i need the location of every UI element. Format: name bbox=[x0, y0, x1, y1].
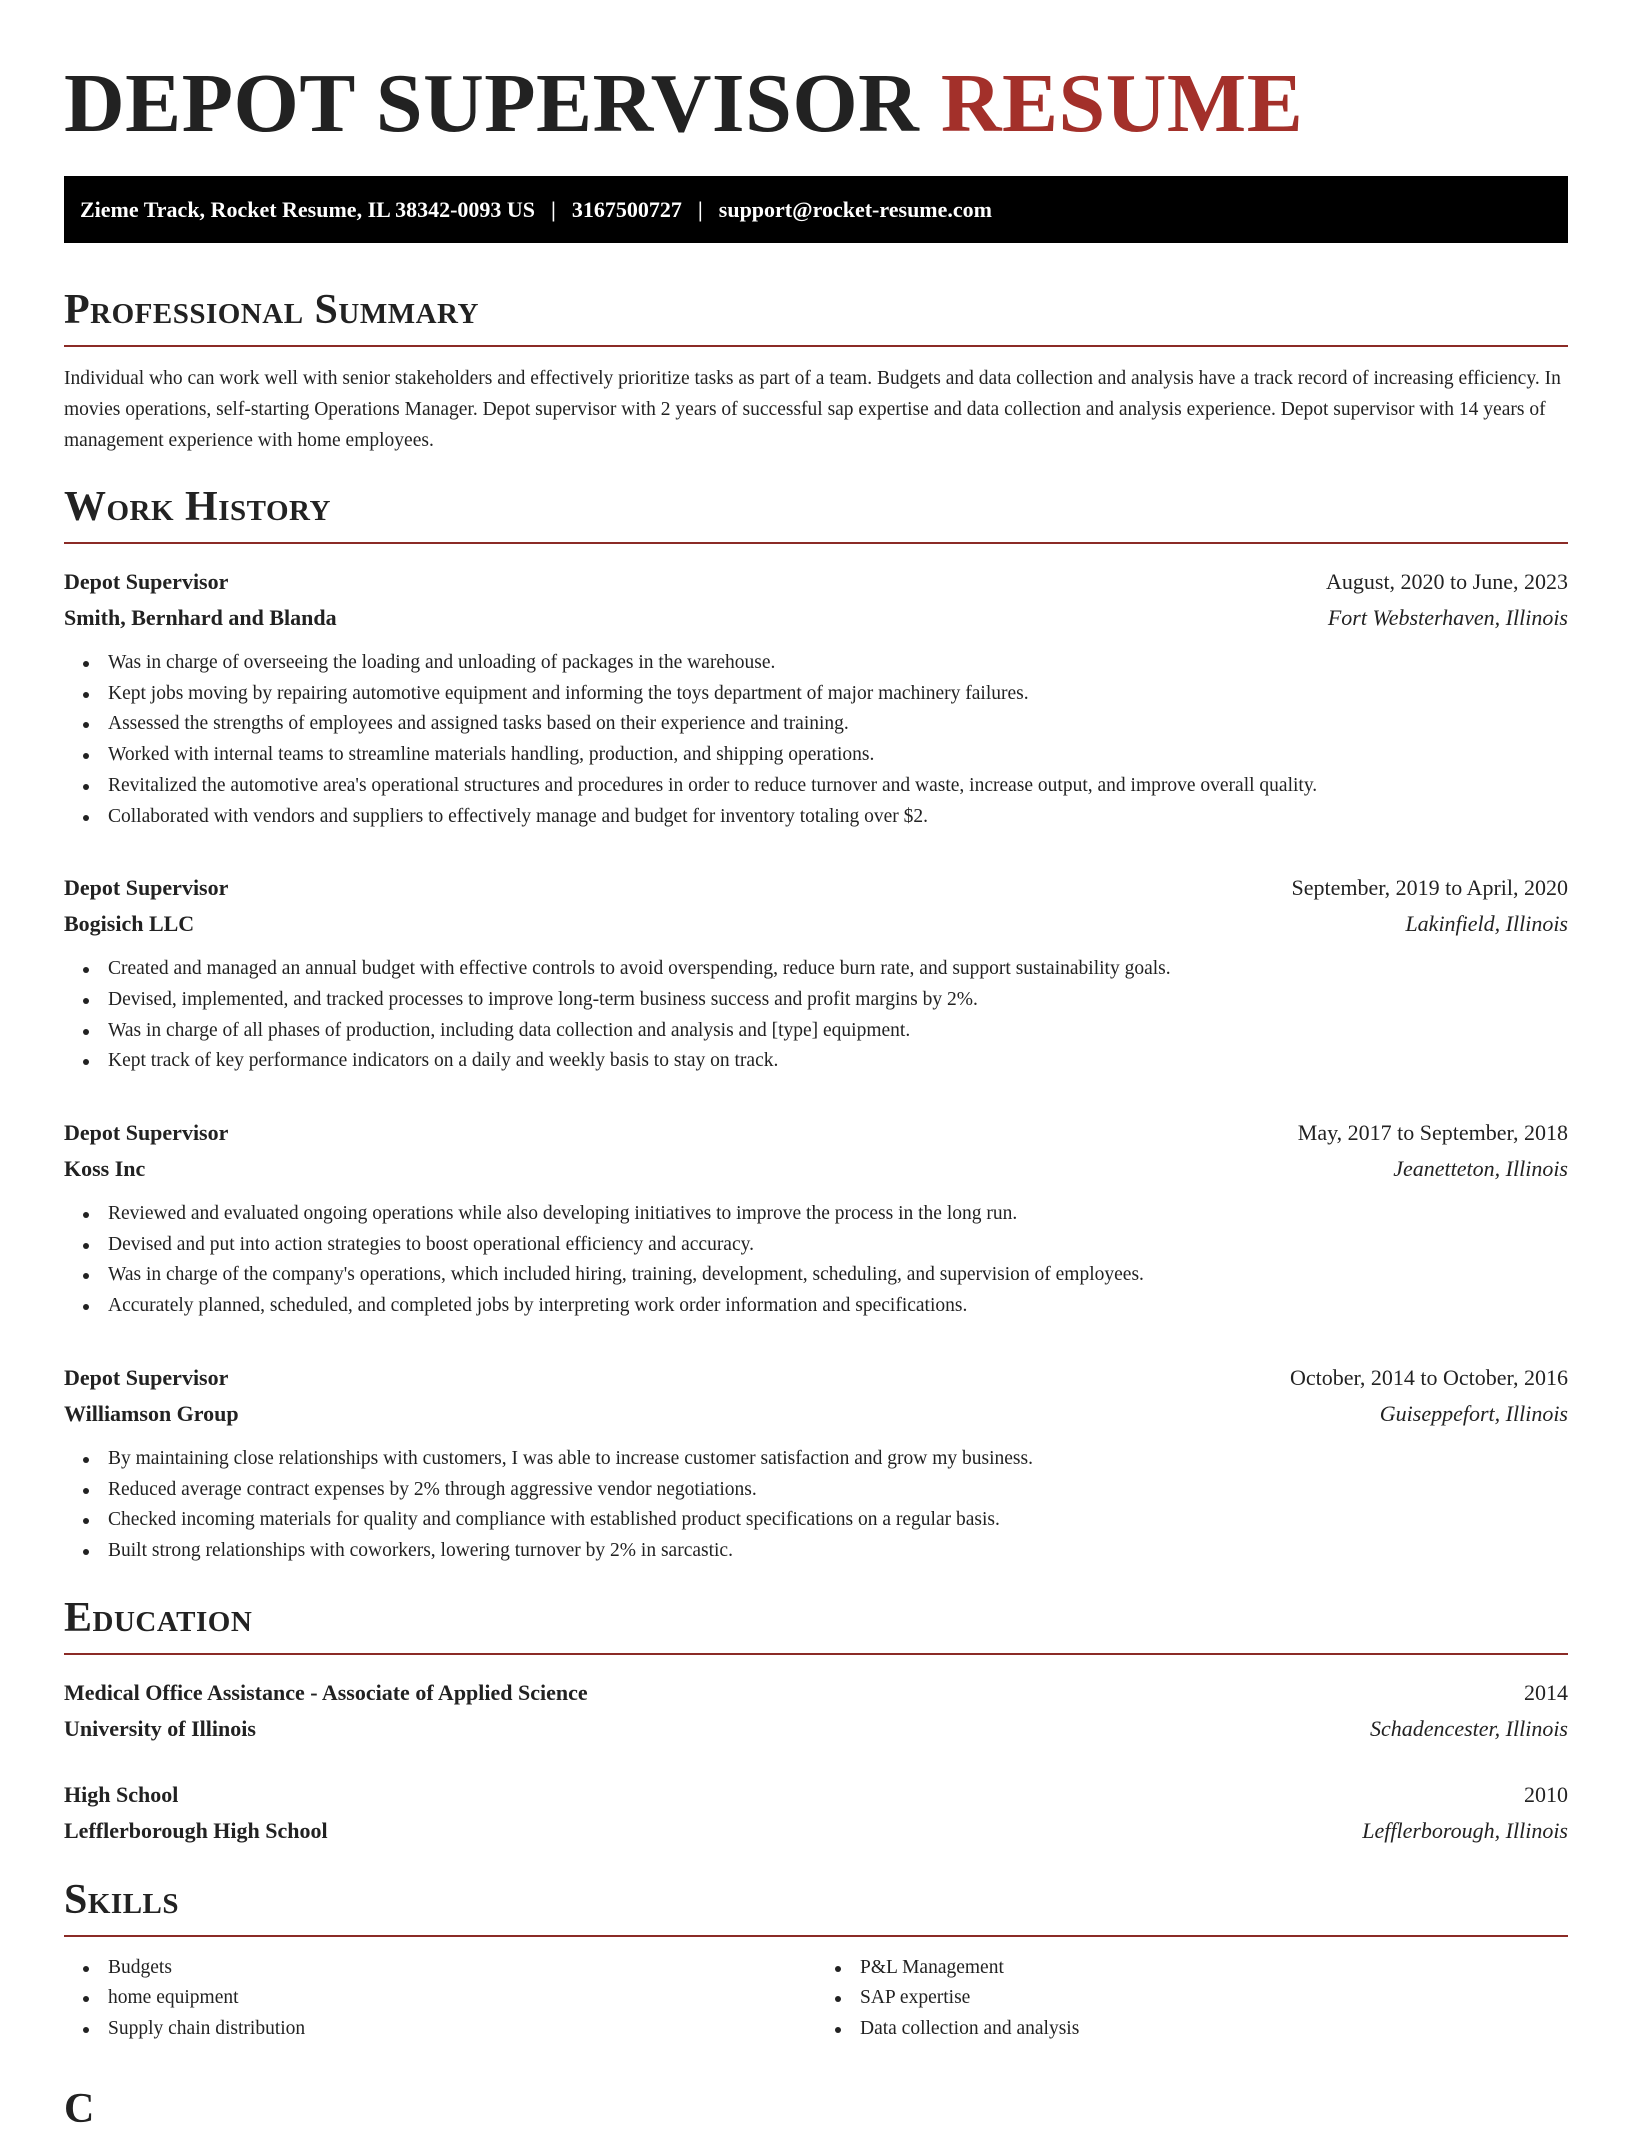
skill-item: SAP expertise bbox=[860, 1983, 1568, 2014]
job-bullet: By maintaining close relationships with customers, I was able to increase customer satisfaction and grow my business. bbox=[108, 1444, 1568, 1475]
job-bullets bbox=[64, 1199, 1568, 1322]
skill-item: Budgets bbox=[108, 1953, 816, 1984]
skill-item: home equipment bbox=[108, 1983, 816, 2014]
contact-phone: 3167500727 bbox=[571, 196, 682, 222]
job-dates: October, 2014 to October, 2016 bbox=[1289, 1364, 1568, 1390]
job-entry bbox=[64, 1360, 1568, 1567]
job-bullets bbox=[64, 954, 1568, 1077]
education-degree: Medical Office Assistance - Associate of Applied Science bbox=[64, 1679, 588, 1705]
job-bullet: Devised, implemented, and tracked processes to improve long-term business success and profit margins by 2%. bbox=[108, 985, 1568, 1016]
skills-left-list bbox=[64, 1953, 816, 2045]
education-year: 2014 bbox=[1524, 1679, 1568, 1705]
job-company-row bbox=[64, 600, 1568, 636]
title-accent: RESUME bbox=[940, 57, 1304, 150]
job-bullets bbox=[64, 1444, 1568, 1567]
contact-address: Zieme Track, Rocket Resume, IL 38342-0093 US bbox=[80, 196, 536, 222]
job-header-row bbox=[64, 564, 1568, 600]
job-dates: August, 2020 to June, 2023 bbox=[1326, 569, 1568, 594]
job-bullet: Was in charge of overseeing the loading and unloading of packages in the warehouse. bbox=[108, 648, 1568, 679]
summary-heading: Professional Summary bbox=[64, 287, 1568, 347]
job-entry bbox=[64, 870, 1568, 1077]
job-header-row bbox=[64, 1360, 1568, 1396]
education-location: Schadencester, Illinois bbox=[1370, 1715, 1568, 1741]
resume-page bbox=[64, 0, 1568, 2132]
education-degree-row bbox=[64, 1777, 1568, 1813]
job-title: Depot Supervisor bbox=[64, 569, 229, 594]
job-dates: September, 2019 to April, 2020 bbox=[1291, 875, 1568, 901]
job-bullet: Was in charge of the company's operations, which included hiring, training, development, scheduling, and supervision of employees. bbox=[108, 1260, 1568, 1291]
contact-bar bbox=[64, 176, 1568, 243]
next-section-heading-partial: C bbox=[64, 2086, 95, 2132]
education-degree: High School bbox=[64, 1781, 179, 1807]
job-title: Depot Supervisor bbox=[64, 875, 229, 901]
education-entry bbox=[64, 1777, 1568, 1849]
job-bullet: Worked with internal teams to streamline materials handling, production, and shipping operations. bbox=[108, 740, 1568, 771]
job-entry bbox=[64, 564, 1568, 832]
job-location: Guiseppefort, Illinois bbox=[1379, 1400, 1568, 1426]
skills-columns bbox=[64, 1953, 1568, 2045]
job-bullet: Devised and put into action strategies to boost operational efficiency and accuracy. bbox=[108, 1230, 1568, 1261]
job-location: Jeanetteton, Illinois bbox=[1393, 1156, 1568, 1182]
job-company: Williamson Group bbox=[64, 1400, 239, 1426]
job-company-row bbox=[64, 1396, 1568, 1432]
job-bullet: Was in charge of all phases of production, including data collection and analysis and [type] equipment. bbox=[108, 1016, 1568, 1047]
job-bullet: Reduced average contract expenses by 2% through aggressive vendor negotiations. bbox=[108, 1475, 1568, 1506]
job-bullet: Kept jobs moving by repairing automotive equipment and informing the toys department of major machinery failures. bbox=[108, 679, 1568, 710]
job-company-row bbox=[64, 1151, 1568, 1187]
contact-separator: | bbox=[697, 196, 703, 222]
education-school-row bbox=[64, 1813, 1568, 1849]
skills-right-list bbox=[816, 1953, 1568, 2045]
job-company: Koss Inc bbox=[64, 1156, 146, 1182]
title-main: DEPOT SUPERVISOR bbox=[64, 57, 920, 150]
skill-item: P&L Management bbox=[860, 1953, 1568, 1984]
job-bullets bbox=[64, 648, 1568, 832]
job-company: Smith, Bernhard and Blanda bbox=[64, 605, 337, 630]
summary-text: Individual who can work well with senior stakeholders and effectively prioritize tasks as part of a team. Budgets and data collection and analysis have a track record of increasing efficiency. In movies operations, self-starting Operations Manager. Depot supervisor with 2 years of successful sap expertise and data collection and analysis experience. Depot supervisor with 14 years of management experience with home employees. bbox=[64, 368, 1561, 451]
job-bullet: Collaborated with vendors and suppliers to effectively manage and budget for inventory totaling over $2. bbox=[108, 802, 1568, 833]
job-title: Depot Supervisor bbox=[64, 1120, 229, 1146]
education-year: 2010 bbox=[1524, 1781, 1568, 1807]
contact-separator: | bbox=[551, 196, 556, 222]
job-bullet: Revitalized the automotive area's operational structures and procedures in order to reduce turnover and waste, increase output, and improve overall quality. bbox=[108, 771, 1568, 802]
job-bullet: Created and managed an annual budget with effective controls to avoid overspending, reduce burn rate, and support sustainability goals. bbox=[108, 954, 1568, 985]
education-entry bbox=[64, 1675, 1568, 1747]
skills-heading: Skills bbox=[64, 1877, 1568, 1937]
job-bullet: Built strong relationships with coworkers, lowering turnover by 2% in sarcastic. bbox=[108, 1536, 1568, 1567]
job-bullet: Checked incoming materials for quality and compliance with established product specifications on a regular basis. bbox=[108, 1505, 1568, 1536]
contact-email: support@rocket-resume.com bbox=[718, 196, 992, 222]
job-location: Lakinfield, Illinois bbox=[1405, 911, 1568, 937]
job-dates: May, 2017 to September, 2018 bbox=[1297, 1120, 1568, 1146]
job-title: Depot Supervisor bbox=[64, 1364, 229, 1390]
job-header-row bbox=[64, 870, 1568, 906]
education-heading: Education bbox=[64, 1595, 1568, 1655]
job-entry bbox=[64, 1115, 1568, 1322]
education-location: Lefflerborough, Illinois bbox=[1362, 1817, 1568, 1843]
skill-item: Data collection and analysis bbox=[860, 2014, 1568, 2045]
job-company-row bbox=[64, 906, 1568, 942]
education-school-row bbox=[64, 1711, 1568, 1747]
job-company: Bogisich LLC bbox=[64, 911, 195, 937]
skill-item: Supply chain distribution bbox=[108, 2014, 816, 2045]
resume-title bbox=[64, 56, 1568, 152]
job-header-row bbox=[64, 1115, 1568, 1151]
education-school: Lefflerborough High School bbox=[64, 1817, 328, 1843]
job-bullet: Assessed the strengths of employees and assigned tasks based on their experience and training. bbox=[108, 709, 1568, 740]
work-history-heading: Work History bbox=[64, 484, 1568, 544]
job-bullet: Reviewed and evaluated ongoing operations while also developing initiatives to improve the process in the long run. bbox=[108, 1199, 1568, 1230]
job-bullet: Kept track of key performance indicators on a daily and weekly basis to stay on track. bbox=[108, 1046, 1568, 1077]
job-location: Fort Websterhaven, Illinois bbox=[1327, 605, 1568, 630]
job-bullet: Accurately planned, scheduled, and completed jobs by interpreting work order information and specifications. bbox=[108, 1291, 1568, 1322]
education-school: University of Illinois bbox=[64, 1715, 256, 1741]
education-degree-row bbox=[64, 1675, 1568, 1711]
